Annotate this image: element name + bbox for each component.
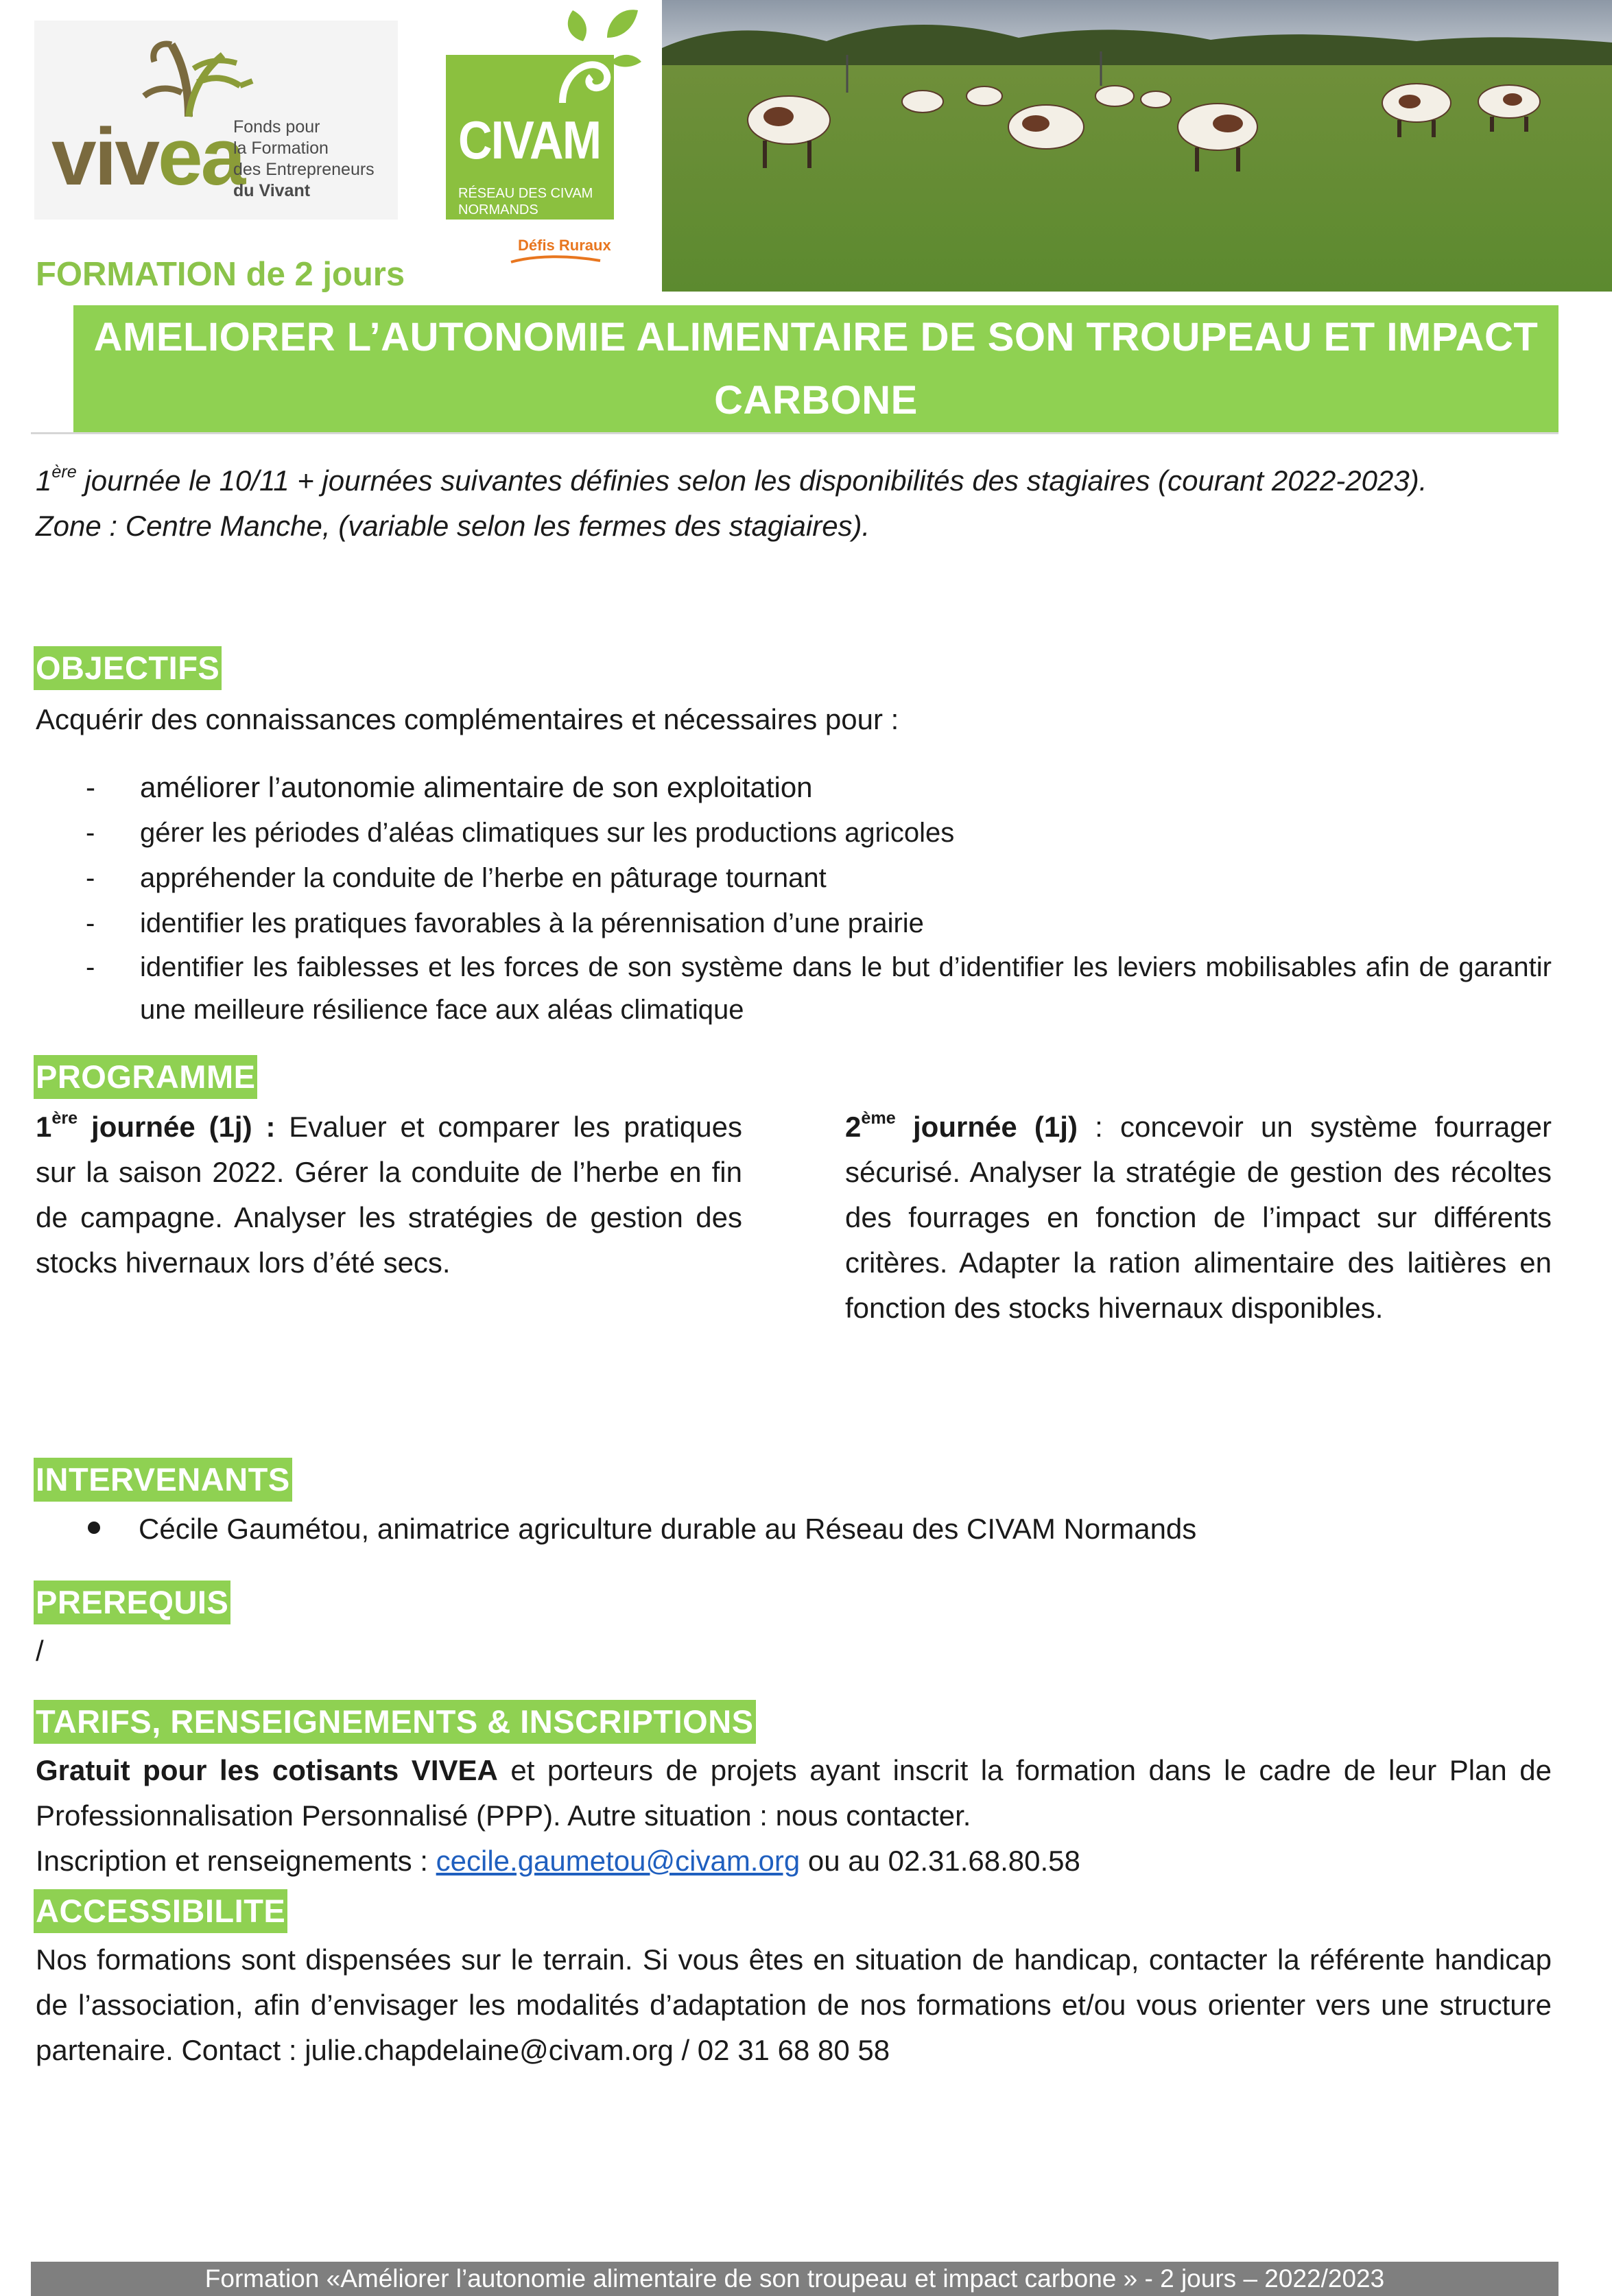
email-link[interactable]: cecile.gaumetou@civam.org bbox=[436, 1845, 801, 1877]
day-2-label: 2ème journée (1j) bbox=[845, 1109, 1078, 1143]
list-item: - identifier les pratiques favorables à la pérennisation d’une prairie bbox=[86, 908, 924, 938]
page-footer: Formation «Améliorer l’autonomie alimentaire de son troupeau et impact carbone » - 2 jours – 2022/2023 bbox=[31, 2262, 1558, 2296]
title-divider bbox=[31, 432, 1558, 434]
vivea-wordmark: vivea bbox=[51, 112, 244, 202]
dates-line-1: 1ère journée le 10/11 + journées suivantes définies selon les disponibilités des stagiaires (courant 2022-2023). bbox=[36, 462, 1427, 497]
list-item: - gérer les périodes d’aléas climatiques sur les productions agricoles bbox=[86, 818, 955, 848]
swoosh-icon bbox=[508, 254, 604, 266]
section-heading-intervenants: INTERVENANTS bbox=[34, 1458, 292, 1502]
section-heading-accessibilite: ACCESSIBILITE bbox=[34, 1889, 287, 1933]
programme-day-2: 2ème journée (1j) : concevoir un système fourrager sécurisé. Analyser la stratégie de gestion des récoltes des fourrages en fonction de l’impact sur différents critères. Adapter la ration alimentaire des laitières en fonction des stocks hivernaux disponibles. bbox=[845, 1109, 1552, 1324]
cows-pasture-photo bbox=[662, 0, 1612, 292]
objectifs-list bbox=[36, 765, 1552, 1031]
section-heading-tarifs: TARIFS, RENSEIGNEMENTS & INSCRIPTIONS bbox=[34, 1700, 756, 1744]
section-heading-prerequis: PREREQUIS bbox=[34, 1581, 230, 1624]
day-1-label: 1ère journée (1j) : bbox=[36, 1109, 276, 1143]
formation-duration-label: FORMATION de 2 jours bbox=[36, 256, 405, 293]
accessibilite-text: Nos formations sont dispensées sur le terrain. Si vous êtes en situation de handicap, contacter la référente handicap de l’association, afin d’envisager les modalités d’adaptation de nos formations et/ou vous orienter vers une structure partenaire. Contact : julie.chapdelaine@civam.org / 02 31 68 80 58 bbox=[36, 1943, 1552, 2066]
section-heading-objectifs: OBJECTIFS bbox=[34, 646, 222, 690]
civam-network-label: RÉSEAU DES CIVAM NORMANDS bbox=[458, 186, 593, 217]
civam-wordmark: CIVAM bbox=[458, 110, 601, 170]
prerequis-value: / bbox=[36, 1635, 44, 1667]
leaf-swirl-icon bbox=[542, 0, 645, 110]
defis-ruraux-label: Défis Ruraux bbox=[518, 237, 611, 254]
dates-line-2: Zone : Centre Manche, (variable selon les fermes des stagiaires). bbox=[36, 510, 870, 542]
list-item: Cécile Gaumétou, animatrice agriculture durable au Réseau des CIVAM Normands bbox=[139, 1513, 1197, 1545]
tarifs-paragraph: Gratuit pour les cotisants VIVEA et porteurs de projets ayant inscrit la formation dans le cadre de leur Plan de Professionnalisation Personnalisé (PPP). Autre situation : nous contacter. bbox=[36, 1754, 1552, 1832]
list-item: - améliorer l’autonomie alimentaire de son exploitation bbox=[86, 771, 813, 803]
page-title bbox=[73, 305, 1558, 432]
objectifs-intro: Acquérir des connaissances complémentaires et nécessaires pour : bbox=[36, 703, 899, 735]
list-item: - appréhender la conduite de l’herbe en pâturage tournant bbox=[86, 863, 827, 893]
tarifs-text bbox=[36, 1748, 1552, 1884]
section-heading-programme: PROGRAMME bbox=[34, 1055, 257, 1099]
list-item: - identifier les faiblesses et les forces de son système dans le but d’identifier les leviers mobilisables afin de garantir une meilleure résilience face aux aléas climatique bbox=[86, 952, 1552, 1025]
programme-day-1: 1ère journée (1j) : Evaluer et comparer les pratiques sur la saison 2022. Gérer la conduite de l’herbe en fin de campagne. Analyser les stratégies de gestion des stocks hivernaux lors d’été secs. bbox=[36, 1109, 742, 1279]
contact-line: Inscription et renseignements : cecile.gaumetou@civam.org ou au 02.31.68.80.58 bbox=[36, 1845, 1080, 1877]
title-line-1: AMELIORER L’AUTONOMIE ALIMENTAIRE DE SON TROUPEAU ET IMPACT bbox=[93, 314, 1539, 359]
vivea-tagline: Fonds pour la Formation des Entrepreneurs du Vivant bbox=[233, 117, 375, 200]
title-line-2: CARBONE bbox=[714, 377, 918, 423]
dates-info bbox=[36, 458, 1545, 549]
